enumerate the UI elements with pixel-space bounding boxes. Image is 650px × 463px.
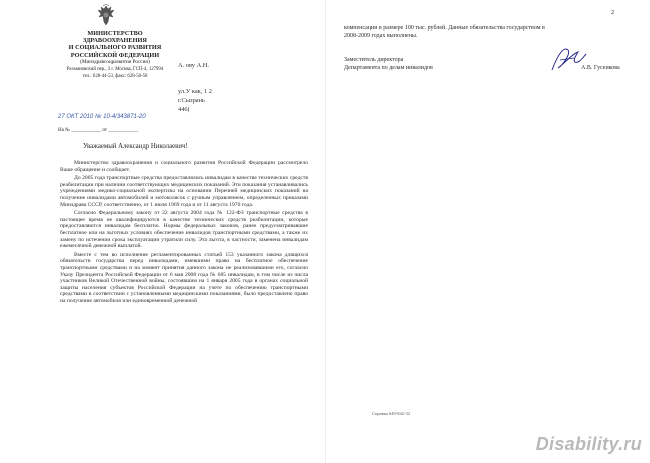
paragraph: До 2005 года транспортные средства предоставлялись инвалидам в качестве технических средств реабилитации при наличии соответствующих медицинских показаний. Эти показания устанавливались учреждениями медико-социальной экспертизы на основании Перечней медицинских показаний на получение инвалидами автомобилей и мотоколясок с ручным управлением, определенных приказами Минздрава СССР, соответственно, от 1 июля 1969 года и от 11 августа 1970 года. xyxy=(60,175,308,208)
document-date: 27 ОКТ 2010 xyxy=(58,114,94,120)
ministry-address: Рахмановский пер., 3 г. Москва, ГСП-4, 127994 xyxy=(66,66,164,72)
ministry-phones: тел.: 628-44-53, факс: 628-50-58 xyxy=(82,73,148,79)
continuation-line-2: 2008-2009 годах выполнены. xyxy=(344,33,418,39)
paragraph: Вместе с тем во исполнение регламентированных статьей 153 указанного закона длящихся обязательств государства перед инвалидами, имевшими право на бесплатное обеспечение транспортными средствами и на момент принятия данного закона не реализовавшими его, согласно Указу Президента Российской Федерации от 6 мая 2008 года № 685 инвалидам, в том числе из числа участников Великой Отечественной войны, состоявшим на 1 января 2005 года в органах социальной защиты населения субъектов Российской Федерации на учете по обеспечению транспортными средствами в соответствии с установленными медицинскими показаниями, было предоставлено право на получение автомобиля или единовременной денежной xyxy=(60,251,308,304)
letter-body xyxy=(60,160,308,306)
letter-page-2 xyxy=(325,0,650,463)
signatory-title-2: Департамента по делам инвалидов xyxy=(344,65,433,71)
coat-of-arms-emblem xyxy=(95,4,117,28)
recipient-zip: 446( xyxy=(178,106,190,113)
ministry-line-2: ЗДРАВООХРАНЕНИЯ xyxy=(83,37,147,45)
ministry-line-3: И СОЦИАЛЬНОГО РАЗВИТИЯ xyxy=(68,44,162,52)
ministry-line-4: РОССИЙСКОЙ ФЕДЕРАЦИИ xyxy=(70,51,160,59)
greeting: Уважаемый Александр Николаевич! xyxy=(83,143,188,150)
ministry-line-1: МИНИСТЕРСТВО xyxy=(87,30,143,37)
signatory-name: А.В. Гусенкова xyxy=(581,65,620,71)
paragraph: Согласно Федеральному закону от 22 августа 2004 года № 122-ФЗ транспортные средства в настоящее время не квалифицируются в качестве технических средств реабилитации, которые предоставляются инвалидам бесплатно. Нормы федеральных законов, ранее предусматривавшие бесплатное или на льготных условиях обеспечение инвалидов транспортными средствами, а также их замену по истечении срока эксплуатации утратили силу. Эта льгота, в частности, заменена инвалидам ежемесячной денежной выплатой. xyxy=(60,210,308,250)
document-number: № 10-4/343871-20 xyxy=(95,114,146,120)
continuation-line-1: компенсации в размере 100 тыс. рублей. Данные обязательства государством в xyxy=(344,25,545,31)
signatory-title-1: Заместитель директора xyxy=(344,57,404,63)
ministry-abbreviation: (Минздравсоцразвития России) xyxy=(80,58,150,65)
paragraph: Министерство здравоохранения и социального развития Российской Федерации рассмотрело Ваше обращение и сообщает. xyxy=(60,160,308,173)
recipient-name: А. ову А.Н. xyxy=(178,62,210,69)
ministry-header xyxy=(60,30,170,80)
page-number: 2 xyxy=(611,10,614,16)
recipient-city: г.Сызрань xyxy=(178,97,205,104)
stamp-code: Справка 649-842-32 xyxy=(372,411,411,416)
watermark: Disability.ru xyxy=(535,434,642,454)
recipient-street: ул.У как, 1 2 xyxy=(178,88,212,95)
reference-line: На № ____________ от ____________ xyxy=(58,128,139,133)
